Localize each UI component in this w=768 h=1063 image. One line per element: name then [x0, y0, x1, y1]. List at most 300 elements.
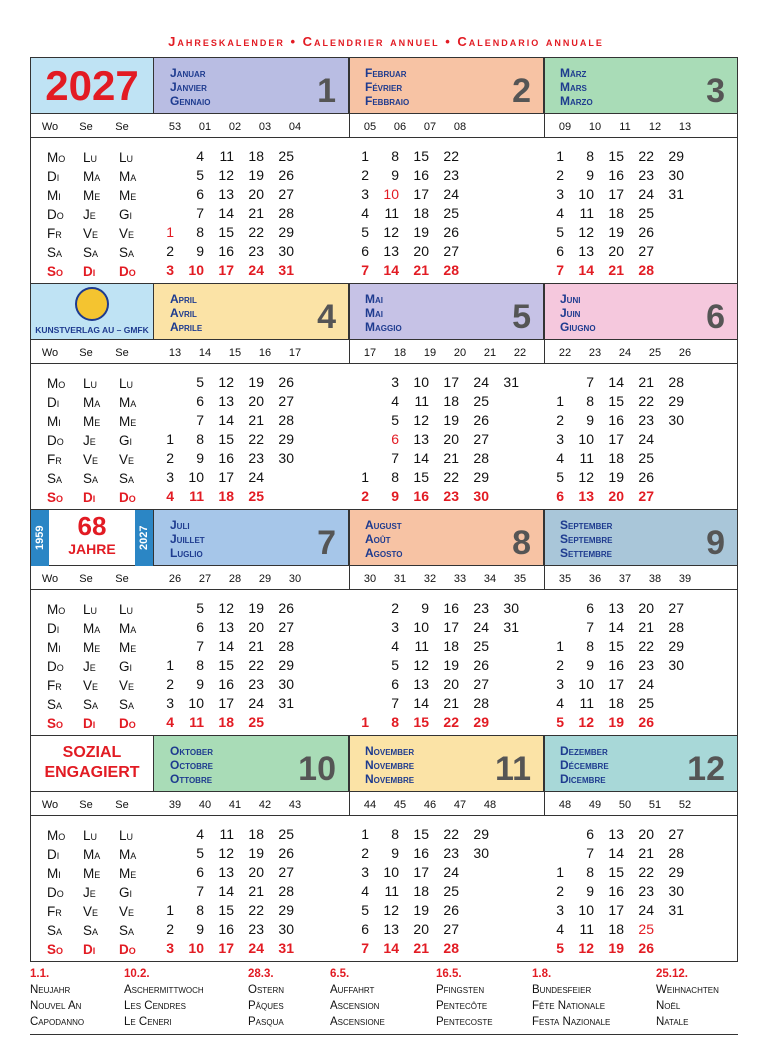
month-name: November	[365, 744, 415, 758]
holiday-name: Noël	[656, 1000, 681, 1012]
calendar-day: 16	[608, 167, 624, 183]
calendar-day: 17	[443, 619, 459, 635]
week-number: 53	[168, 121, 182, 133]
left-box	[31, 736, 154, 792]
calendar-day: 9	[586, 883, 594, 899]
calendar-day: 29	[668, 148, 684, 164]
calendar-day: 20	[248, 186, 264, 202]
month-name: Luglio	[170, 546, 203, 560]
calendar-day: 21	[443, 695, 459, 711]
week-number: 25	[648, 347, 662, 359]
calendar-day: 22	[443, 714, 459, 730]
calendar-day: 6	[586, 600, 594, 616]
calendar-day: 25	[638, 205, 654, 221]
calendar-day: 24	[248, 695, 264, 711]
calendar-day: 28	[668, 374, 684, 390]
week-number: 16	[258, 347, 272, 359]
day-label: Lu	[83, 602, 98, 617]
calendar-day: 22	[248, 431, 264, 447]
calendar-day: 6	[196, 393, 204, 409]
day-label: Ma	[119, 395, 137, 410]
calendar-day: 1	[361, 148, 369, 164]
calendar-day: 18	[248, 148, 264, 164]
year-label: 2027	[45, 62, 139, 109]
calendar-day: 2	[391, 600, 399, 616]
month-name: Marzo	[560, 94, 593, 108]
week-number: 37	[618, 573, 632, 585]
calendar-day: 17	[608, 902, 624, 918]
holiday-date: 1.1.	[30, 968, 50, 980]
month-name: Octobre	[170, 758, 213, 772]
holiday-name: Natale	[656, 1016, 689, 1028]
calendar-day: 31	[278, 695, 294, 711]
calendar-day: 4	[166, 488, 174, 504]
week-number: 35	[513, 573, 527, 585]
calendar-day: 17	[413, 186, 429, 202]
calendar-day: 24	[473, 619, 489, 635]
anniv-from: 1959	[31, 510, 49, 566]
day-label: Lu	[83, 828, 98, 843]
month-name: Dicembre	[560, 772, 606, 786]
month-number: 9	[706, 524, 725, 562]
calendar-day: 8	[586, 638, 594, 654]
calendar-day: 16	[218, 921, 234, 937]
month-name: Mai	[365, 306, 383, 320]
calendar-day: 8	[391, 826, 399, 842]
calendar-day: 24	[443, 186, 459, 202]
week-number: 01	[198, 121, 212, 133]
calendar-day: 30	[278, 450, 294, 466]
calendar-day: 10	[413, 374, 429, 390]
calendar-day: 14	[578, 262, 594, 278]
calendar-day: 20	[608, 488, 624, 504]
month-name: Mars	[560, 80, 587, 94]
month-header	[544, 510, 737, 566]
calendar-day: 17	[218, 940, 234, 956]
calendar-day: 21	[248, 638, 264, 654]
day-label: Sa	[83, 471, 99, 486]
calendar-day: 3	[166, 262, 174, 278]
calendar-day: 5	[556, 940, 564, 956]
calendar-day: 27	[638, 243, 654, 259]
calendar-day: 1	[361, 469, 369, 485]
day-label: So	[47, 490, 64, 505]
calendar-day: 15	[608, 393, 624, 409]
calendar-day: 23	[248, 676, 264, 692]
calendar-day: 23	[443, 845, 459, 861]
column-divider	[349, 284, 350, 364]
week-number: 11	[619, 121, 631, 133]
day-label: Di	[83, 716, 96, 731]
week-number: 32	[423, 573, 437, 585]
day-label: Sa	[47, 923, 63, 938]
week-number: 26	[168, 573, 182, 585]
day-label: Lu	[83, 376, 98, 391]
day-label: Lu	[119, 376, 134, 391]
calendar-day: 11	[579, 450, 594, 466]
holiday-date: 10.2.	[124, 968, 150, 980]
calendar-day: 5	[556, 469, 564, 485]
week-number: 46	[423, 799, 437, 811]
calendar-day: 21	[638, 845, 654, 861]
month-names	[170, 518, 205, 560]
calendar-day: 24	[638, 676, 654, 692]
week-number: 34	[483, 573, 497, 585]
calendar-day: 26	[473, 657, 489, 673]
week-header-label: Se	[115, 347, 129, 359]
calendar-day: 19	[608, 224, 624, 240]
week-number: 27	[198, 573, 212, 585]
day-label: Gi	[119, 885, 133, 900]
calendar-day: 31	[503, 619, 519, 635]
day-label: Do	[47, 207, 64, 222]
calendar-day: 9	[421, 600, 429, 616]
week-number-row	[31, 340, 737, 364]
month-number: 8	[512, 524, 531, 562]
column-divider	[544, 736, 545, 816]
week-number: 22	[558, 347, 572, 359]
calendar-day: 13	[218, 393, 234, 409]
month-name: Giugno	[560, 320, 596, 334]
day-label: Ve	[83, 904, 99, 919]
calendar-day: 27	[668, 600, 684, 616]
week-number: 50	[618, 799, 632, 811]
calendar-day: 21	[638, 374, 654, 390]
week-number-row	[31, 792, 737, 816]
calendar-day: 13	[218, 186, 234, 202]
calendar-day: 27	[638, 488, 654, 504]
calendar-day: 12	[578, 469, 594, 485]
month-name: April	[170, 292, 197, 306]
day-label: Do	[119, 264, 136, 279]
month-names	[170, 66, 210, 108]
week-number: 29	[258, 573, 272, 585]
calendar-day: 21	[248, 412, 264, 428]
calendar-day: 18	[413, 883, 429, 899]
holiday-name: Pasqua	[248, 1016, 284, 1028]
week-number: 49	[588, 799, 602, 811]
calendar-day: 19	[413, 224, 429, 240]
calendar-day: 19	[608, 940, 624, 956]
holiday-entry	[248, 966, 284, 1030]
calendar-day: 3	[556, 902, 564, 918]
calendar-day: 7	[196, 205, 204, 221]
calendar-day: 4	[391, 638, 399, 654]
week-number: 09	[558, 121, 572, 133]
day-label: Me	[119, 866, 137, 881]
calendar-day: 26	[443, 224, 459, 240]
calendar-day: 28	[278, 205, 294, 221]
day-label: Ma	[119, 621, 137, 636]
calendar-day: 28	[668, 845, 684, 861]
calendar-day: 22	[638, 864, 654, 880]
calendar-day: 12	[578, 224, 594, 240]
calendar-day: 9	[391, 488, 399, 504]
calendar-day: 28	[473, 450, 489, 466]
day-label: Di	[83, 942, 96, 957]
calendar-day: 11	[414, 393, 429, 409]
holiday-name: Pfingsten	[436, 984, 485, 996]
month-number: 11	[495, 750, 531, 788]
calendar-day: 15	[608, 864, 624, 880]
calendar-day: 7	[391, 695, 399, 711]
calendar-day: 8	[391, 714, 399, 730]
month-name: Novembre	[365, 772, 415, 786]
day-label: Mo	[47, 150, 66, 165]
month-name: Février	[365, 80, 403, 94]
calendar-day: 18	[248, 826, 264, 842]
calendar-day: 24	[248, 262, 264, 278]
calendar-day: 19	[608, 469, 624, 485]
calendar-day: 28	[278, 412, 294, 428]
calendar-day: 21	[443, 450, 459, 466]
month-header	[349, 510, 544, 566]
publisher-logo-icon	[75, 287, 109, 321]
calendar-day: 3	[391, 619, 399, 635]
week-header-label: Wo	[41, 347, 59, 359]
week-number: 30	[288, 573, 302, 585]
calendar-day: 11	[414, 638, 429, 654]
calendar-day: 9	[196, 676, 204, 692]
calendar-day: 16	[608, 657, 624, 673]
day-label: Lu	[119, 828, 134, 843]
day-label: Ve	[119, 452, 135, 467]
holiday-name: Pentecoste	[436, 1016, 493, 1028]
week-number: 24	[618, 347, 632, 359]
anniv-to: 2027	[135, 510, 153, 566]
month-number: 5	[512, 298, 531, 336]
bottom-rule	[30, 1034, 738, 1035]
calendar-day: 10	[383, 864, 399, 880]
calendar-day: 11	[219, 148, 234, 164]
calendar-day: 30	[278, 243, 294, 259]
calendar-day: 17	[608, 431, 624, 447]
calendar-day: 7	[196, 412, 204, 428]
calendar-day: 1	[166, 657, 174, 673]
month-number: 12	[687, 750, 725, 788]
calendar-day: 5	[196, 167, 204, 183]
calendar-day: 26	[638, 469, 654, 485]
month-names	[560, 292, 596, 334]
month-name: Ottobre	[170, 772, 213, 786]
holiday-name: Nouvel An	[30, 1000, 82, 1012]
day-label: Do	[119, 716, 136, 731]
calendar-day: 9	[391, 845, 399, 861]
calendar-day: 15	[413, 826, 429, 842]
calendar-day: 26	[638, 940, 654, 956]
calendar-day: 20	[443, 676, 459, 692]
calendar-day: 14	[218, 412, 234, 428]
calendar-day: 5	[361, 902, 369, 918]
month-name: September	[560, 518, 613, 532]
week-header-label: Se	[79, 121, 93, 133]
calendar-day: 11	[189, 488, 204, 504]
sozial-label: SOZIAL	[62, 744, 122, 761]
calendar-day: 15	[608, 148, 624, 164]
calendar-day: 16	[608, 412, 624, 428]
calendar-day: 13	[218, 864, 234, 880]
day-label: Di	[83, 264, 96, 279]
day-label: Fr	[47, 226, 62, 241]
calendar-day: 5	[391, 412, 399, 428]
publisher-label: KUNSTVERLAG AU – GMFK	[35, 325, 149, 335]
calendar-day: 13	[413, 676, 429, 692]
calendar-day: 26	[278, 167, 294, 183]
calendar-day: 22	[443, 826, 459, 842]
week-number: 44	[363, 799, 377, 811]
calendar-day: 20	[608, 243, 624, 259]
calendar-day: 22	[638, 638, 654, 654]
calendar-day: 12	[218, 167, 234, 183]
calendar-day: 27	[443, 243, 459, 259]
week-number: 13	[678, 121, 692, 133]
anniv-number: 68	[77, 511, 107, 541]
week-number: 52	[678, 799, 692, 811]
holiday-entry	[124, 966, 204, 1030]
day-label: Sa	[47, 245, 63, 260]
calendar-day: 10	[188, 695, 204, 711]
calendar-day: 30	[503, 600, 519, 616]
calendar-day: 27	[473, 676, 489, 692]
month-header	[544, 284, 737, 340]
calendar-day: 9	[196, 243, 204, 259]
day-label: Ma	[83, 169, 101, 184]
calendar-day: 12	[383, 902, 399, 918]
calendar-day: 11	[384, 205, 399, 221]
day-label: Ma	[83, 847, 101, 862]
calendar-day: 27	[473, 431, 489, 447]
holiday-name: Fête Nationale	[532, 1000, 606, 1012]
day-label: Je	[83, 433, 96, 448]
calendar-day: 15	[413, 714, 429, 730]
calendar-day: 3	[361, 186, 369, 202]
calendar-day: 14	[413, 695, 429, 711]
week-number: 40	[198, 799, 212, 811]
month-names	[170, 744, 213, 786]
anniv-label: JAHRE	[68, 541, 116, 557]
calendar-day: 13	[608, 826, 624, 842]
week-number-row	[31, 114, 737, 138]
calendar-day: 19	[248, 167, 264, 183]
calendar-day: 10	[578, 676, 594, 692]
calendar-day: 5	[361, 224, 369, 240]
calendar-day: 23	[443, 167, 459, 183]
calendar-day: 16	[413, 845, 429, 861]
calendar-day: 1	[556, 864, 564, 880]
calendar-day: 9	[586, 657, 594, 673]
calendar-day: 8	[586, 148, 594, 164]
calendar-day: 30	[473, 488, 489, 504]
calendar-day: 21	[413, 940, 429, 956]
calendar-day: 19	[443, 657, 459, 673]
calendar-day: 11	[579, 921, 594, 937]
week-number: 07	[423, 121, 437, 133]
month-name: Septembre	[560, 532, 613, 546]
calendar-day: 21	[608, 262, 624, 278]
calendar-day: 18	[608, 695, 624, 711]
holiday-entry	[656, 966, 719, 1030]
day-label: Sa	[83, 923, 99, 938]
month-name: Juin	[560, 306, 581, 320]
calendar-day: 10	[188, 262, 204, 278]
calendar-day: 29	[473, 714, 489, 730]
calendar-day: 22	[638, 148, 654, 164]
calendar-day: 22	[443, 148, 459, 164]
holiday-name: Ascensione	[330, 1016, 385, 1028]
month-names	[365, 518, 402, 560]
calendar-day: 18	[218, 488, 234, 504]
calendar-day: 22	[443, 469, 459, 485]
holiday-name: Auffahrt	[330, 984, 375, 996]
calendar-day: 20	[248, 864, 264, 880]
column-divider	[544, 510, 545, 590]
calendar-day: 18	[608, 205, 624, 221]
calendar-day: 4	[556, 921, 564, 937]
calendar-day: 14	[218, 205, 234, 221]
calendar-day: 13	[383, 243, 399, 259]
day-label: Sa	[83, 245, 99, 260]
calendar-day: 13	[413, 431, 429, 447]
week-header-label: Se	[115, 573, 129, 585]
month-number: 6	[706, 298, 725, 336]
day-label: Do	[119, 490, 136, 505]
month-name: Dezember	[560, 744, 608, 758]
week-header-label: Se	[115, 799, 129, 811]
calendar-day: 11	[219, 826, 234, 842]
calendar-day: 7	[391, 450, 399, 466]
calendar-day: 25	[443, 883, 459, 899]
day-label: Gi	[119, 207, 133, 222]
calendar-day: 20	[248, 619, 264, 635]
calendar-day: 1	[361, 714, 369, 730]
calendar-day: 10	[383, 186, 399, 202]
calendar-day: 14	[218, 883, 234, 899]
day-label: So	[47, 716, 64, 731]
calendar-day: 16	[218, 676, 234, 692]
calendar-day: 4	[196, 148, 204, 164]
calendar-day: 30	[278, 921, 294, 937]
calendar-grid	[30, 57, 738, 962]
month-number: 2	[512, 72, 531, 110]
calendar-day: 26	[638, 224, 654, 240]
calendar-day: 22	[248, 902, 264, 918]
month-header	[349, 58, 544, 114]
day-label: Je	[83, 207, 96, 222]
calendar-day: 4	[391, 393, 399, 409]
calendar-day: 18	[443, 638, 459, 654]
holiday-name: Pâques	[248, 1000, 284, 1012]
calendar-day: 4	[361, 205, 369, 221]
calendar-day: 4	[196, 826, 204, 842]
month-name: Avril	[170, 306, 197, 320]
calendar-day: 15	[218, 657, 234, 673]
day-label: Je	[83, 885, 96, 900]
calendar-day: 27	[443, 921, 459, 937]
week-number: 06	[393, 121, 407, 133]
day-label: Fr	[47, 904, 62, 919]
day-label: So	[47, 942, 64, 957]
calendar-day: 17	[443, 374, 459, 390]
week-header-label: Se	[79, 573, 93, 585]
week-header-label: Se	[115, 121, 129, 133]
calendar-day: 28	[278, 883, 294, 899]
day-label: Ma	[83, 621, 101, 636]
calendar-row	[31, 736, 737, 962]
calendar-day: 27	[278, 393, 294, 409]
calendar-day: 5	[196, 374, 204, 390]
column-divider	[349, 510, 350, 590]
month-name: Novembre	[365, 758, 415, 772]
